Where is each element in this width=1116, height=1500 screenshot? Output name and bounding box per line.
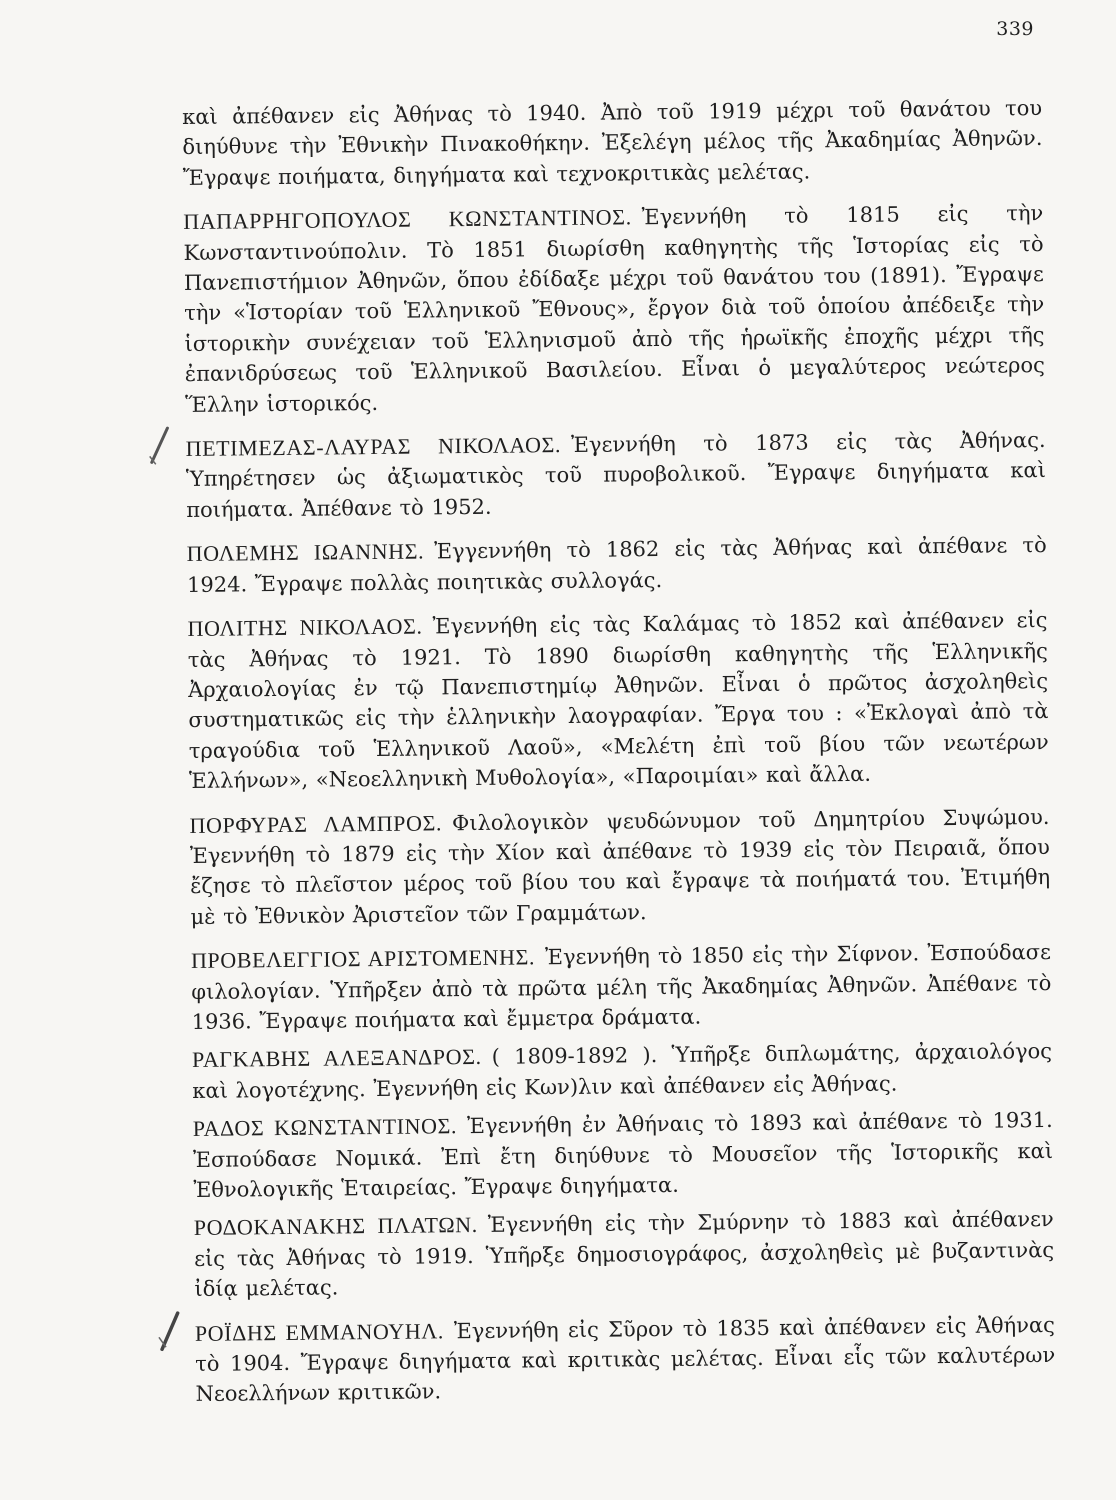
pen-mark-icon [147, 426, 171, 466]
entry-name: ΡΟΔΟΚΑΝΑΚΗΣ ΠΛΑΤΩΝ. [193, 1212, 478, 1241]
entry-name: ΠΟΛΕΜΗΣ ΙΩΑΝΝΗΣ. [186, 538, 425, 567]
entry-name: ΡΟΪΔΗΣ ΕΜΜΑΝΟΥΗΛ. [194, 1317, 445, 1346]
pen-mark-icon [157, 1311, 181, 1351]
page-body [182, 93, 1056, 1410]
entry-polemis [187, 530, 1048, 600]
entry-name: ΠΕΤΙΜΕΖΑΣ-ΛΑΥΡΑΣ ΝΙΚΟΛΑΟΣ. [185, 432, 562, 462]
entry-text: Ἐγεννήθη εἰς τὴν Σμύρνην τὸ 1883 καὶ ἀπέθανεν εἰς τὰς Ἀθήνας τὸ 1919. Ὑπῆρξε δημοσιογράφος, ἀσχοληθεὶς μὲ βυζαντινὰς ἰδίᾳ μελέτας. [193, 1207, 1055, 1302]
entry-rados [193, 1105, 1054, 1205]
intro-paragraph: καὶ ἀπέθανεν εἰς Ἀθήνας τὸ 1940. Ἀπὸ τοῦ 1919 μέχρι τοῦ θανάτου του διηύθυνε τὴν Ἐθνικὴν Πινακοθήκην. Ἐξελέγη μέλος τῆς Ἀκαδημίας Ἀθηνῶν. Ἔγραψε ποιήματα, διηγήματα καὶ τεχνοκριτικὰς μελέτας. [182, 95, 1043, 190]
entry-politis [187, 605, 1049, 796]
entry-petimezas [185, 425, 1046, 525]
entry-name: ΠΟΡΦΥΡΑΣ ΛΑΜΠΡΟΣ. [189, 809, 443, 838]
entry-roidis [195, 1310, 1056, 1410]
entry-text: Ἐγεννήθη ἐν Ἀθήναις τὸ 1893 καὶ ἀπέθανε τὸ 1931. Ἐσπούδασε Νομικά. Ἐπὶ ἔτη διηύθυνε τὸ Μουσεῖον τῆς Ἱστορικῆς καὶ Ἐθνολογικῆς Ἑταιρείας. Ἔγραψε διηγήματα. [192, 1108, 1054, 1202]
entry-name: ΡΑΓΚΑΒΗΣ ΑΛΕΞΑΝΔΡΟΣ. [191, 1044, 482, 1073]
page-number: 339 [996, 18, 1034, 40]
entry-name: ΠΟΛΙΤΗΣ ΝΙΚΟΛΑΟΣ. [187, 613, 423, 642]
entry-text: Ἐγεννήθη τὸ 1850 εἰς τὴν Σίφνον. Ἐσπούδασε φιλολογίαν. Ὑπῆρξεν ἀπὸ τὰ πρῶτα μέλη τῆς Ἀκαδημίας Ἀθηνῶν. Ἀπέθανε τὸ 1936. Ἔγραψε ποιήματα καὶ ἔμμετρα δράματα. [191, 940, 1052, 1034]
entry-text: Ἐγεννήθη τὸ 1815 εἰς τὴν Κωνσταντινούπολιν. Τὸ 1851 διωρίσθη καθηγητὴς τῆς Ἱστορίας εἰς τὸ Πανεπιστήμιον Ἀθηνῶν, ὅπου ἐδίδαξε μέχρι τοῦ θανάτου του (1891). Ἔγραψε τὴν «Ἱστορίαν τοῦ Ἑλληνικοῦ Ἔθνους», ἔργον διὰ τοῦ ὁποίου ἀπέδειξε τὴν ἱστορικὴν συνέχειαν τοῦ Ἑλληνισμοῦ ἀπὸ τῆς ἡρωϊκῆς ἐποχῆς μέχρι τῆς ἐπανιδρύσεως τοῦ Ἑλληνικοῦ Βασιλείου. Εἶναι ὁ μεγαλύτερος νεώτερος Ἕλλην ἱστορικός. [183, 201, 1045, 417]
entry-name: ΡΑΔΟΣ ΚΩΝΣΤΑΝΤΙΝΟΣ. [192, 1113, 458, 1142]
entry-rodokanakis [194, 1204, 1055, 1304]
entry-text: Ἐγεννήθη τὸ 1873 εἰς τὰς Ἀθήνας. Ὑπηρέτησεν ὡς ἀξιωματικὸς τοῦ πυροβολικοῦ. Ἔγραψε διηγήματα καὶ ποιήματα. Ἀπέθανε τὸ 1952. [185, 428, 1047, 522]
entry-name: ΠΑΠΑΡΡΗΓΟΠΟΥΛΟΣ ΚΩΝΣΤΑΝΤΙΝΟΣ. [183, 204, 632, 235]
entry-rangavis [192, 1036, 1053, 1106]
entry-provelengios [191, 937, 1052, 1037]
entry-text: Ἐγεννήθη εἰς τὰς Καλάμας τὸ 1852 καὶ ἀπέθανεν εἰς τὰς Ἀθήνας τὸ 1921. Τὸ 1890 διωρίσθη καθηγητὴς τῆς Ἑλληνικῆς Ἀρχαιολογίας ἐν τῷ Πανεπιστημίῳ Ἀθηνῶν. Εἶναι ὁ πρῶτος ἀσχοληθεὶς συστηματικῶς εἰς τὴν ἑλληνικὴν λαογραφίαν. Ἔργα του : «Ἐκλογαὶ ἀπὸ τὰ τραγούδια τοῦ Ἑλληνικοῦ Λαοῦ», «Μελέτη ἐπὶ τοῦ βίου τῶν νεωτέρων Ἑλλήνων», «Νεοελληνικὴ Μυθολογία», «Παροιμίαι» καὶ ἄλλα. [187, 608, 1049, 794]
entry-text: Ἐγεννήθη εἰς Σῦρον τὸ 1835 καὶ ἀπέθανεν εἰς Ἀθήνας τὸ 1904. Ἔγραψε διηγήματα καὶ κριτικὰς μελέτας. Εἶναι εἷς τῶν καλυτέρων Νεοελλήνων κριτικῶν. [195, 1312, 1056, 1407]
entry-text: Φιλολογικὸν ψευδώνυμον τοῦ Δημητρίου Συψώμου. Ἐγεννήθη τὸ 1879 εἰς τὴν Χίον καὶ ἀπέθανε τὸ 1939 εἰς τὸν Πειραιᾶ, ὅπου ἔζησε τὸ πλεῖστον μέρος τοῦ βίου του καὶ ἔγραψε τὰ ποιήματά του. Ἐτιμήθη μὲ τὸ Ἐθνικὸν Ἀριστεῖον τῶν Γραμμάτων. [189, 804, 1051, 929]
entry-text: ( 1809-1892 ). Ὑπῆρξε διπλωμάτης, ἀρχαιολόγος καὶ λογοτέχνης. Ἐγεννήθη εἰς Κων)λιν καὶ ἀπέθανεν εἰς Ἀθήνας. [192, 1039, 1053, 1103]
entry-porfyras [189, 801, 1050, 932]
entry-text: Ἐγγεννήθη τὸ 1862 εἰς τὰς Ἀθήνας καὶ ἀπέθανε τὸ 1924. Ἔγραψε πολλὰς ποιητικὰς συλλογάς. [186, 533, 1047, 597]
entry-name: ΠΡΟΒΕΛΕΓΓΙΟΣ ΑΡΙΣΤΟΜΕΝΗΣ. [190, 944, 536, 974]
entry-paparrigopoulos [183, 198, 1045, 420]
